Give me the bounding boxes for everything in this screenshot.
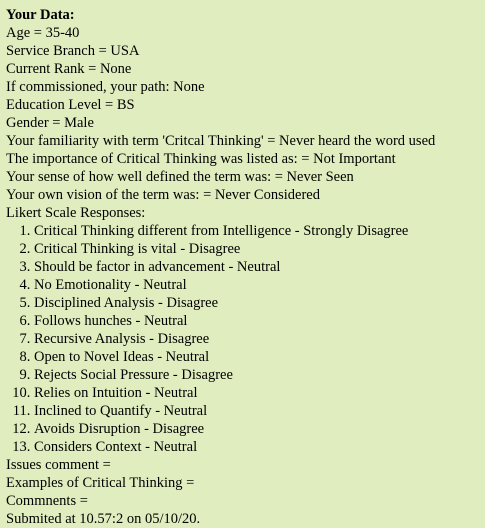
likert-item: 11. Inclined to Quantify - Neutral [34,402,485,420]
results-heading: Your Data: [6,7,75,23]
field-education-level: Education Level = BS [6,97,135,113]
likert-item: 3. Should be factor in advancement - Neutral [34,258,485,276]
field-current-rank: Current Rank = None [6,61,132,77]
likert-item: 12. Avoids Disruption - Disagree [34,420,485,438]
likert-list [6,222,485,456]
likert-item: 1. Critical Thinking different from Intelligence - Strongly Disagree [34,222,485,240]
likert-item: 6. Follows hunches - Neutral [34,312,485,330]
submission-timestamp: Submited at 10.57:2 on 05/10/20. [6,511,201,527]
likert-item: 9. Rejects Social Pressure - Disagree [34,366,485,384]
field-gender: Gender = Male [6,115,94,131]
field-importance: The importance of Critical Thinking was listed as: = Not Important [6,151,396,167]
comments: Commnents = [6,493,88,509]
field-age: Age = 35-40 [6,25,80,41]
footer-section [6,456,485,528]
likert-item: 13. Considers Context - Neutral [34,438,485,456]
issues-comment: Issues comment = [6,457,111,473]
demographics-section [6,24,485,204]
field-commission-path: If commissioned, your path: None [6,79,205,95]
field-service-branch: Service Branch = USA [6,43,140,59]
examples-critical-thinking: Examples of Critical Thinking = [6,475,195,491]
likert-item: 2. Critical Thinking is vital - Disagree [34,240,485,258]
field-definition-sense: Your sense of how well defined the term was: = Never Seen [6,169,354,185]
likert-item: 4. No Emotionality - Neutral [34,276,485,294]
likert-item: 7. Recursive Analysis - Disagree [34,330,485,348]
likert-item: 10. Relies on Intuition - Neutral [34,384,485,402]
likert-heading: Likert Scale Responses: [6,205,146,221]
field-familiarity: Your familiarity with term 'Critcal Thinking' = Never heard the word used [6,133,436,149]
likert-item: 5. Disciplined Analysis - Disagree [34,294,485,312]
likert-item: 8. Open to Novel Ideas - Neutral [34,348,485,366]
field-own-vision: Your own vision of the term was: = Never Considered [6,187,320,203]
